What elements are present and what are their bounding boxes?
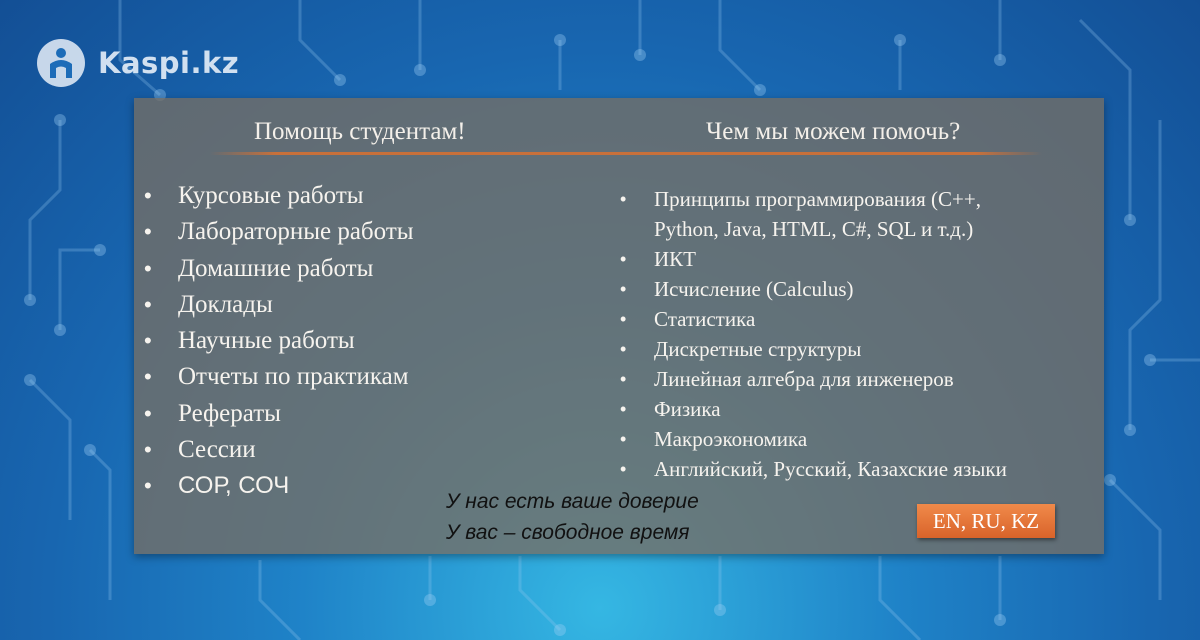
- list-item: • Макроэкономика: [620, 424, 1007, 454]
- list-item: • Отчеты по практикам: [144, 359, 414, 395]
- list-item: • Линейная алгебра для инженеров: [620, 364, 1007, 394]
- list-item: [620, 184, 1007, 244]
- heading-divider: [210, 152, 1042, 155]
- list-item: • Английский, Русский, Казахские языки: [620, 454, 1007, 484]
- list-item-line: Python, Java, HTML, C#, SQL и т.д.): [654, 217, 974, 241]
- list-item: • Рефераты: [144, 396, 414, 432]
- list-item: • Курсовые работы: [144, 178, 414, 214]
- list-item-line: Принципы программирования (C++,: [654, 187, 981, 211]
- list-item: • Доклады: [144, 287, 414, 323]
- brand-name: Kaspi.kz: [98, 46, 240, 80]
- slogan-trust: У нас есть ваше доверие: [446, 490, 699, 513]
- list-item: • Физика: [620, 394, 1007, 424]
- right-heading: Чем мы можем помочь?: [706, 118, 961, 145]
- list-item: • ИКТ: [620, 244, 1007, 274]
- list-item: • СОР, СОЧ: [144, 468, 414, 504]
- student-help-list: [144, 178, 414, 505]
- list-item: • Исчисление (Calculus): [620, 274, 1007, 304]
- left-heading: Помощь студентам!: [254, 118, 466, 145]
- list-item: • Лабораторные работы: [144, 214, 414, 250]
- list-item: • Домашние работы: [144, 251, 414, 287]
- languages-button[interactable]: EN, RU, KZ: [917, 504, 1055, 538]
- brand-watermark: [36, 38, 239, 88]
- subjects-list: [620, 184, 1007, 484]
- slogan-free-time: У вас – свободное время: [446, 521, 690, 544]
- list-item: • Дискретные структуры: [620, 334, 1007, 364]
- kaspi-logo-icon: [36, 38, 86, 88]
- list-item: • Статистика: [620, 304, 1007, 334]
- list-item: • Сессии: [144, 432, 414, 468]
- list-item: • Научные работы: [144, 323, 414, 359]
